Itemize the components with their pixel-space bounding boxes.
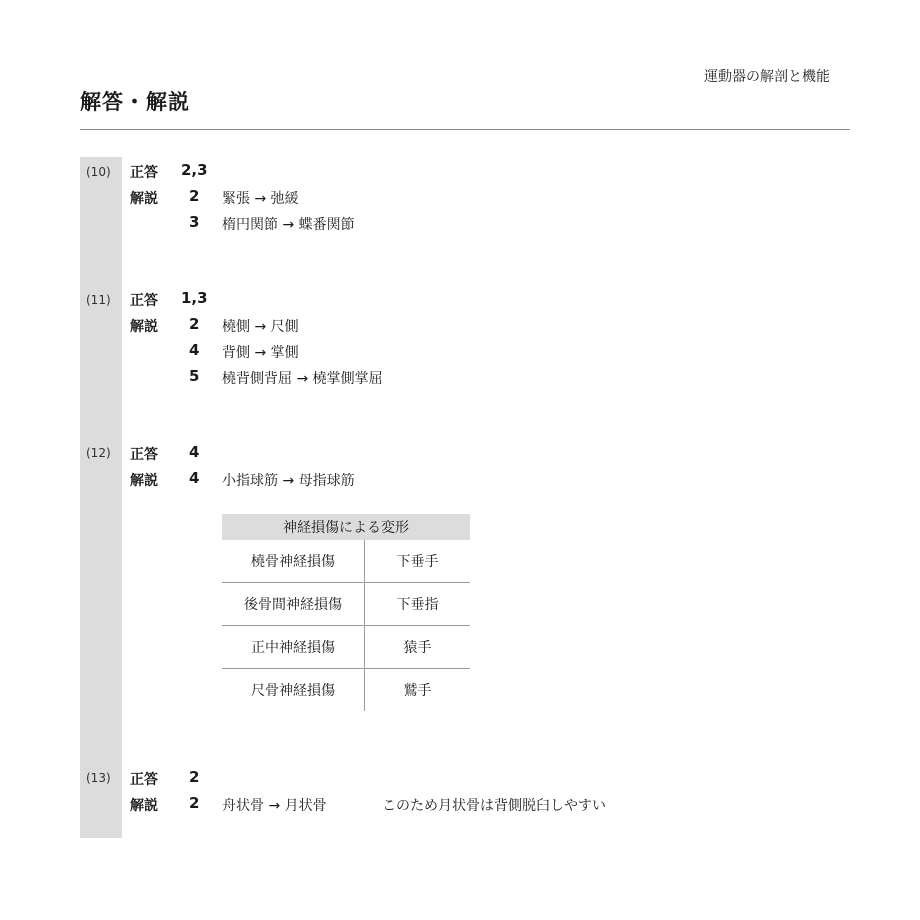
page-title: 解答・解説: [80, 90, 190, 114]
answer-label: 正答: [130, 772, 158, 788]
explanation-note: このため月状骨は背側脱臼しやすい: [382, 798, 606, 814]
explanation-number: 2: [189, 187, 200, 205]
nerve-injury-table: [222, 514, 470, 711]
explanation-text: 小指球筋 → 母指球筋: [222, 473, 355, 489]
table-row: [222, 540, 470, 583]
table-row: [222, 669, 470, 712]
question-number: (11): [86, 293, 111, 307]
explanation-text: 楕円関節 → 蝶番関節: [222, 217, 355, 233]
nerve-cell: 橈骨神経損傷: [222, 540, 365, 583]
question-number: (13): [86, 771, 111, 785]
answer-value: 1,3: [181, 289, 208, 307]
deformity-cell: 下垂手: [365, 540, 471, 583]
explanation-label: 解説: [130, 191, 158, 207]
table-row: [222, 626, 470, 669]
explanation-label: 解説: [130, 798, 158, 814]
explanation-text: 緊張 → 弛緩: [222, 191, 299, 207]
explanation-number: 2: [189, 315, 200, 333]
table-header-row: [222, 514, 470, 540]
explanation-text: 背側 → 掌側: [222, 345, 299, 361]
answer-label: 正答: [130, 165, 158, 181]
nerve-cell: 後骨間神経損傷: [222, 583, 365, 626]
answer-value: 2,3: [181, 161, 208, 179]
table-title: 神経損傷による変形: [222, 514, 470, 540]
subject-header: 運動器の解剖と機能: [704, 69, 830, 85]
explanation-label: 解説: [130, 319, 158, 335]
explanation-text: 橈背側背屈 → 橈掌側掌屈: [222, 371, 383, 387]
answer-label: 正答: [130, 447, 158, 463]
title-divider: [80, 129, 850, 130]
explanation-number: 4: [189, 469, 200, 487]
deformity-cell: 鷲手: [403, 683, 432, 699]
explanation-number: 5: [189, 367, 200, 385]
explanation-number: 3: [189, 213, 200, 231]
answer-value: 2: [189, 768, 200, 786]
answer-value: 4: [189, 443, 200, 461]
explanation-number: 2: [189, 794, 200, 812]
deformity-cell: 下垂指: [365, 583, 471, 626]
question-number: (12): [86, 446, 111, 460]
nerve-cell: 尺骨神経損傷: [222, 669, 365, 712]
nerve-cell: 正中神経損傷: [222, 626, 365, 669]
explanation-label: 解説: [130, 473, 158, 489]
question-number-gutter: [80, 157, 122, 838]
deformity-cell: 猿手: [365, 626, 471, 669]
answer-label: 正答: [130, 293, 158, 309]
question-number: (10): [86, 165, 111, 179]
explanation-number: 4: [189, 341, 200, 359]
explanation-text: 舟状骨 → 月状骨: [222, 798, 327, 814]
explanation-text: 橈側 → 尺側: [222, 319, 299, 335]
table-row: [222, 583, 470, 626]
